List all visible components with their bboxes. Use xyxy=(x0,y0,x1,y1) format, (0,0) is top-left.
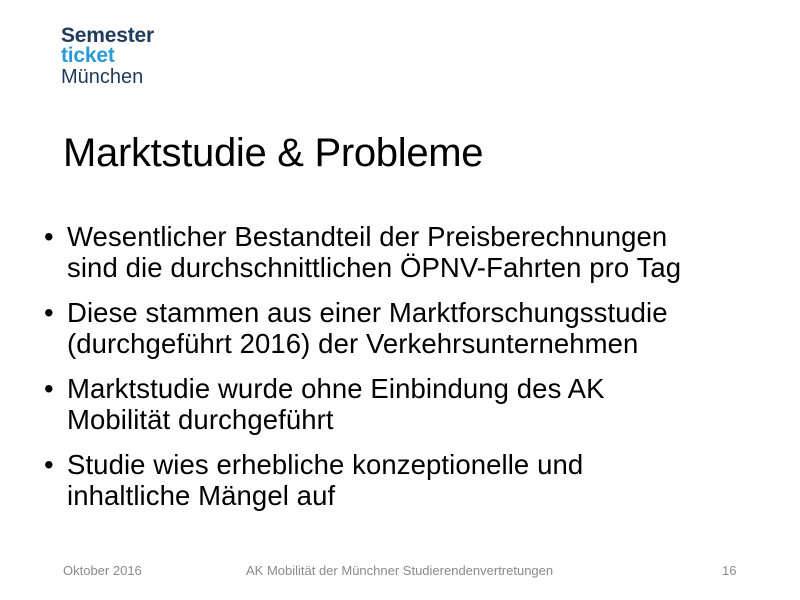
bullet-text-line: Studie wies erhebliche konzeptionelle und xyxy=(67,449,584,480)
slide-title: Marktstudie & Probleme xyxy=(63,131,484,175)
bullet-text-line: inhaltliche Mängel auf xyxy=(67,480,336,511)
logo-line-ticket: ticket xyxy=(61,44,115,67)
footer-date: Oktober 2016 xyxy=(63,563,142,578)
bullet-list xyxy=(38,221,778,525)
bullet-point-icon: • xyxy=(44,373,54,404)
bullet-text-line: (durchgeführt 2016) der Verkehrsunternehmen xyxy=(67,328,639,359)
logo-line-semester: Semester xyxy=(61,24,154,47)
bullet-point-icon: • xyxy=(44,221,54,252)
bullet-point-icon: • xyxy=(44,297,54,328)
bullet-text-line: Marktstudie wurde ohne Einbindung des AK xyxy=(67,373,605,404)
bullet-text-line: sind die durchschnittlichen ÖPNV-Fahrten pro Tag xyxy=(67,252,682,283)
bullet-text-line: Diese stammen aus einer Marktforschungsstudie xyxy=(67,297,668,328)
bullet-item xyxy=(38,221,778,283)
bullet-item xyxy=(38,373,778,435)
logo-line-muenchen: München xyxy=(61,66,144,88)
semesterticket-logo xyxy=(61,26,154,87)
bullet-item xyxy=(38,297,778,359)
footer-organization: AK Mobilität der Münchner Studierendenvertretungen xyxy=(246,563,554,578)
page-number: 16 xyxy=(722,563,737,578)
bullet-item xyxy=(38,449,778,511)
bullet-point-icon: • xyxy=(44,449,54,480)
bullet-text-line: Mobilität durchgeführt xyxy=(67,404,334,435)
bullet-text-line: Wesentlicher Bestandteil der Preisberechnungen xyxy=(67,221,668,252)
